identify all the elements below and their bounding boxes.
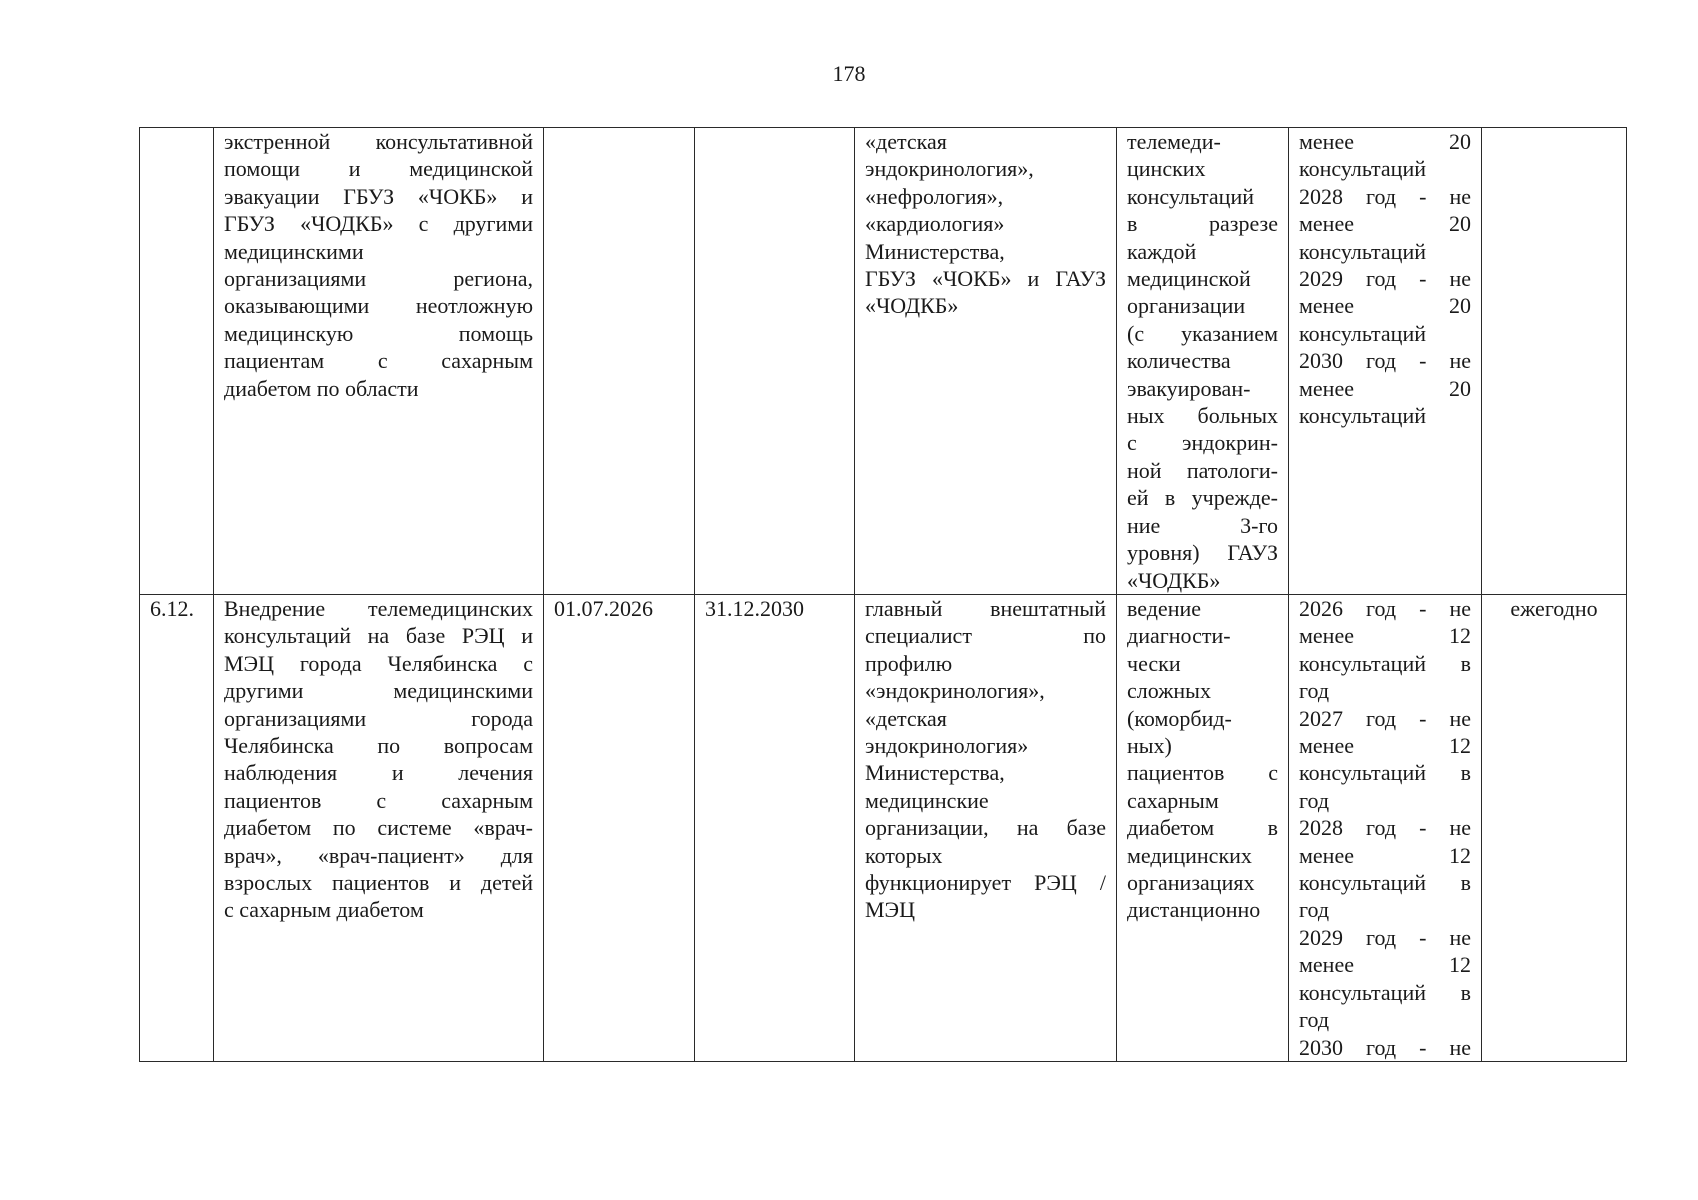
text-line: диабетом в xyxy=(1127,815,1278,841)
cell-frequency xyxy=(1482,595,1627,1062)
text-line: телемеди- xyxy=(1127,129,1221,154)
text-line: другими медицинскими xyxy=(224,678,533,704)
text-line: дистанционно xyxy=(1127,897,1261,923)
text-line: год xyxy=(1299,678,1330,704)
cell-indicator xyxy=(1289,595,1482,1062)
table-body xyxy=(140,128,1627,1062)
cell-start-date xyxy=(544,595,695,1062)
text-line: взрослых пациентов и детей xyxy=(224,870,533,896)
text-line: Министерства, xyxy=(865,238,1005,264)
cell-end-date xyxy=(695,128,855,595)
text-line: с эндокрин- xyxy=(1127,430,1278,456)
text-line: медицинских xyxy=(1127,842,1252,868)
text-line: «детская xyxy=(865,705,947,731)
table-row xyxy=(140,595,1627,1062)
text-line: ных больных xyxy=(1127,403,1278,429)
text-line: ние 3-го xyxy=(1127,512,1278,538)
text-line: специалист по xyxy=(865,623,1106,649)
table-row xyxy=(140,128,1627,595)
text-line: 31.12.2030 xyxy=(705,596,804,621)
text-line: в разрезе xyxy=(1127,211,1278,237)
text-line: «нефрология», xyxy=(865,183,1004,209)
text-line: менее 12 xyxy=(1299,623,1471,649)
text-line: 01.07.2026 xyxy=(554,596,653,621)
text-line: 2030 год - не xyxy=(1299,348,1471,374)
text-line: наблюдения и лечения xyxy=(224,760,533,786)
text-line: организациях xyxy=(1127,870,1255,896)
text-line: (с указанием xyxy=(1127,320,1278,346)
text-line: чески xyxy=(1127,650,1181,676)
page-number: 178 xyxy=(832,61,866,86)
text-line: консультаций в xyxy=(1299,760,1471,786)
text-line: 2028 год - не xyxy=(1299,183,1471,209)
text-line: медицинской xyxy=(1127,266,1251,292)
text-line: консультаций в xyxy=(1299,979,1471,1005)
cell-responsible xyxy=(855,128,1117,595)
text-line: «ЧОДКБ» xyxy=(1127,567,1221,593)
cell-responsible xyxy=(855,595,1117,1062)
cell-frequency xyxy=(1482,128,1627,595)
text-line: организации xyxy=(1127,293,1246,319)
text-line: (коморбид- xyxy=(1127,705,1232,731)
text-line: экстренной консультативной xyxy=(224,129,533,154)
text-line: врач», «врач-пациент» для xyxy=(224,842,533,868)
text-line: диабетом по области xyxy=(224,375,419,401)
text-line: консультаций в xyxy=(1299,870,1471,896)
text-line: консультаций xyxy=(1299,156,1426,182)
text-line: главный внештатный xyxy=(865,596,1106,621)
text-line: эндокринология», xyxy=(865,156,1034,182)
text-line: менее 20 xyxy=(1299,129,1471,154)
text-line: диабетом по системе «врач- xyxy=(224,815,533,841)
cell-activity xyxy=(214,128,544,595)
text-line: количества xyxy=(1127,348,1231,374)
text-line: менее 12 xyxy=(1299,733,1471,759)
text-line: ГБУЗ «ЧОДКБ» с другими xyxy=(224,211,533,237)
text-line: ей в учрежде- xyxy=(1127,485,1278,511)
text-line: ведение xyxy=(1127,596,1202,621)
text-line: консультаций xyxy=(1299,403,1426,429)
text-line: пациентов с сахарным xyxy=(224,787,533,813)
text-line: МЭЦ xyxy=(865,897,915,923)
text-line: профилю xyxy=(865,650,953,676)
text-line: диагности- xyxy=(1127,623,1231,649)
text-line: МЭЦ города Челябинска с xyxy=(224,650,533,676)
text-line: ГБУЗ «ЧОКБ» и ГАУЗ xyxy=(865,266,1106,292)
text-line: 2029 год - не xyxy=(1299,924,1471,950)
text-line: эндокринология» xyxy=(865,733,1029,759)
text-line: «кардиология» xyxy=(865,211,1005,237)
text-line: Челябинска по вопросам xyxy=(224,733,533,759)
text-line: ных) xyxy=(1127,733,1172,759)
text-line: год xyxy=(1299,1007,1330,1033)
text-line: менее 20 xyxy=(1299,293,1471,319)
text-line: организациями города xyxy=(224,705,533,731)
cell-start-date xyxy=(544,128,695,595)
text-line: консультаций xyxy=(1299,238,1426,264)
text-line: ежегодно xyxy=(1510,596,1598,621)
text-line: 2030 год - не xyxy=(1299,1034,1471,1060)
text-line: организации, на базе xyxy=(865,815,1106,841)
text-line: 2029 год - не xyxy=(1299,266,1471,292)
text-line: каждой xyxy=(1127,238,1197,264)
cell-end-date xyxy=(695,595,855,1062)
text-line: медицинскую помощь xyxy=(224,320,533,346)
cell-indicator xyxy=(1289,128,1482,595)
text-line: оказывающими неотложную xyxy=(224,293,533,319)
text-line: эвакуации ГБУЗ «ЧОКБ» и xyxy=(224,183,533,209)
text-line: «детская xyxy=(865,129,947,154)
text-line: «ЧОДКБ» xyxy=(865,293,959,319)
text-line: менее 20 xyxy=(1299,211,1471,237)
text-line: 2026 год - не xyxy=(1299,596,1471,621)
activity-plan-table xyxy=(139,127,1627,1062)
text-line: консультаций на базе РЭЦ и xyxy=(224,623,533,649)
text-line: менее 12 xyxy=(1299,842,1471,868)
text-line: 2027 год - не xyxy=(1299,705,1471,731)
text-line: медицинскими xyxy=(224,238,364,264)
text-line: менее 20 xyxy=(1299,375,1471,401)
text-line: организациями региона, xyxy=(224,266,533,292)
text-line: сложных xyxy=(1127,678,1211,704)
text-line: менее 12 xyxy=(1299,952,1471,978)
text-line: которых xyxy=(865,842,943,868)
text-line: уровня) ГАУЗ xyxy=(1127,540,1278,566)
cell-result xyxy=(1117,595,1289,1062)
cell-number xyxy=(140,595,214,1062)
cell-activity xyxy=(214,595,544,1062)
text-line: пациентов с xyxy=(1127,760,1278,786)
text-line: эвакуирован- xyxy=(1127,375,1251,401)
text-line: консультаций в xyxy=(1299,650,1471,676)
text-line: с сахарным диабетом xyxy=(224,897,424,923)
text-line: год xyxy=(1299,787,1330,813)
text-line: консультаций xyxy=(1127,183,1254,209)
text-line: пациентам с сахарным xyxy=(224,348,533,374)
text-line: консультаций xyxy=(1299,320,1426,346)
text-line: год xyxy=(1299,897,1330,923)
text-line: сахарным xyxy=(1127,787,1219,813)
text-line: 6.12. xyxy=(150,596,194,621)
text-line: Министерства, xyxy=(865,760,1005,786)
text-line: Внедрение телемедицинских xyxy=(224,596,533,621)
text-line: функционирует РЭЦ / xyxy=(865,870,1106,896)
text-line: «эндокринология», xyxy=(865,678,1045,704)
cell-number xyxy=(140,128,214,595)
text-line: медицинские xyxy=(865,787,989,813)
text-line: 2028 год - не xyxy=(1299,815,1471,841)
cell-result xyxy=(1117,128,1289,595)
text-line: помощи и медицинской xyxy=(224,156,533,182)
text-line: цинских xyxy=(1127,156,1206,182)
text-line: ной патологи- xyxy=(1127,457,1278,483)
